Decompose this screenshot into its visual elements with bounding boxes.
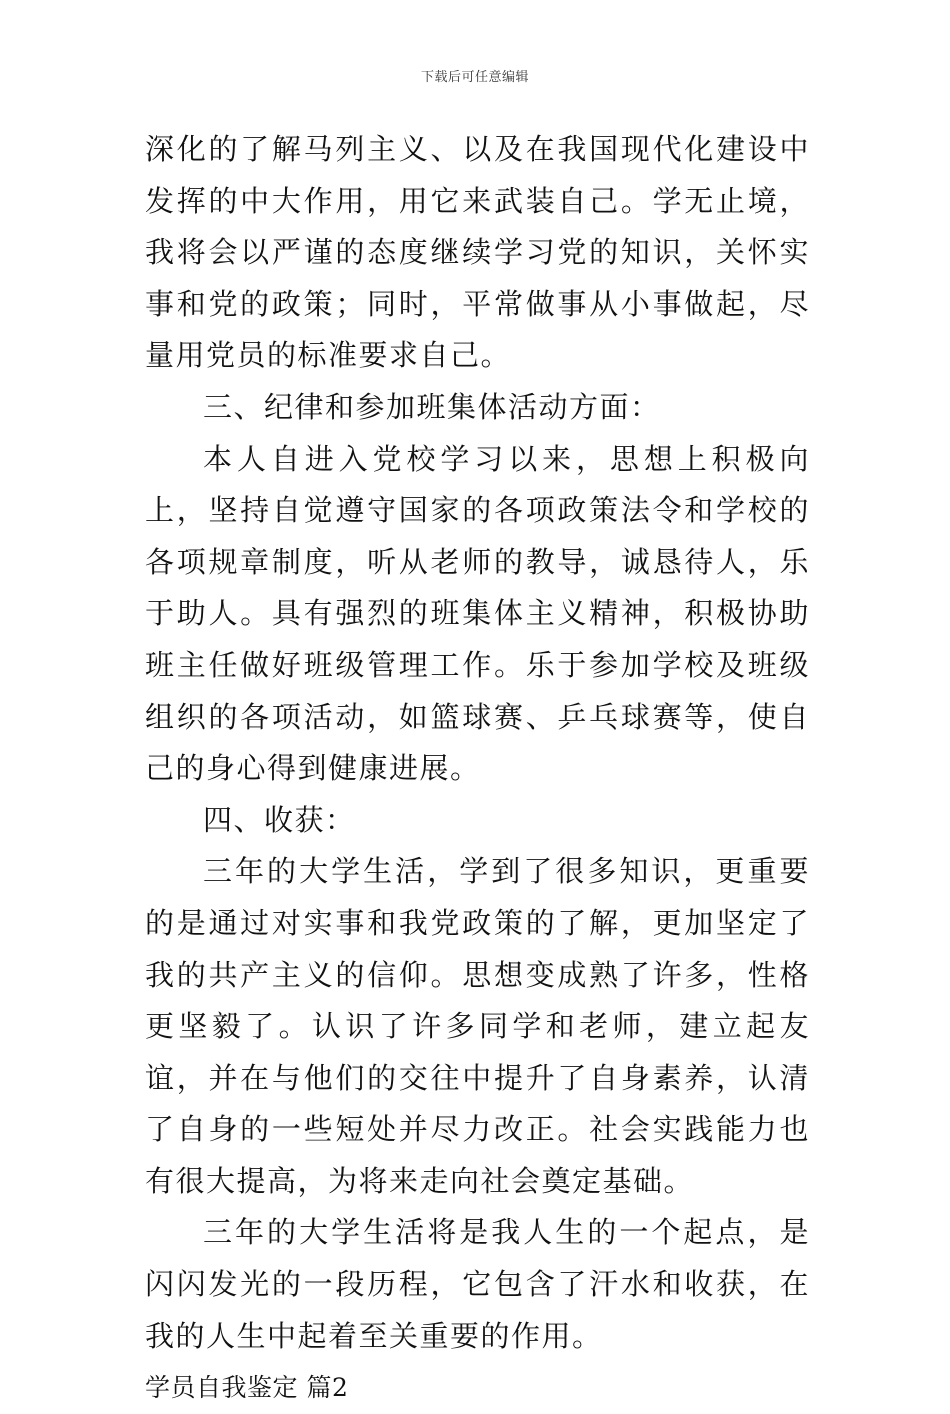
paragraph-conclusion: 三年的大学生活将是我人生的一个起点，是闪闪发光的一段历程，它包含了汗水和收获，在我的人生中起着至关重要的作用。 — [145, 1215, 810, 1353]
paragraph-gains: 三年的大学生活，学到了很多知识，更重要的是通过对实事和我党政策的了解，更加坚定了我的共产主义的信仰。思想变成熟了许多，性格更坚毅了。认识了许多同学和老师，建立起友谊，并在与他们的交往中提升了自身素养，认清了自身的一些短处并尽力改正。社会实践能力也有很大提高，为将来走向社会奠定基础。 — [145, 854, 810, 1198]
paragraph-study: 深化的了解马列主义、以及在我国现代化建设中发挥的中大作用，用它来武装自己。学无止境，我将会以严谨的态度继续学习党的知识，关怀实事和党的政策；同时，平常做事从小事做起，尽量用党员的标准要求自己。 — [145, 132, 810, 373]
paragraph-discipline: 本人自进入党校学习以来，思想上积极向上，坚持自觉遵守国家的各项政策法令和学校的各项规章制度，听从老师的教导，诚恳待人，乐于助人。具有强烈的班集体主义精神，积极协助班主任做好班级管理工作。乐于参加学校及班级组织的各项活动，如篮球赛、乒乓球赛等，使自己的身心得到健康进展。 — [145, 441, 810, 786]
page-header-note: 下载后可任意编辑 — [420, 70, 529, 85]
next-document-title: 学员自我鉴定 篇2 — [145, 1373, 349, 1403]
section-heading-gains: 四、收获： — [203, 802, 356, 837]
section-heading-discipline: 三、纪律和参加班集体活动方面： — [203, 389, 661, 424]
document-body — [145, 124, 810, 1414]
